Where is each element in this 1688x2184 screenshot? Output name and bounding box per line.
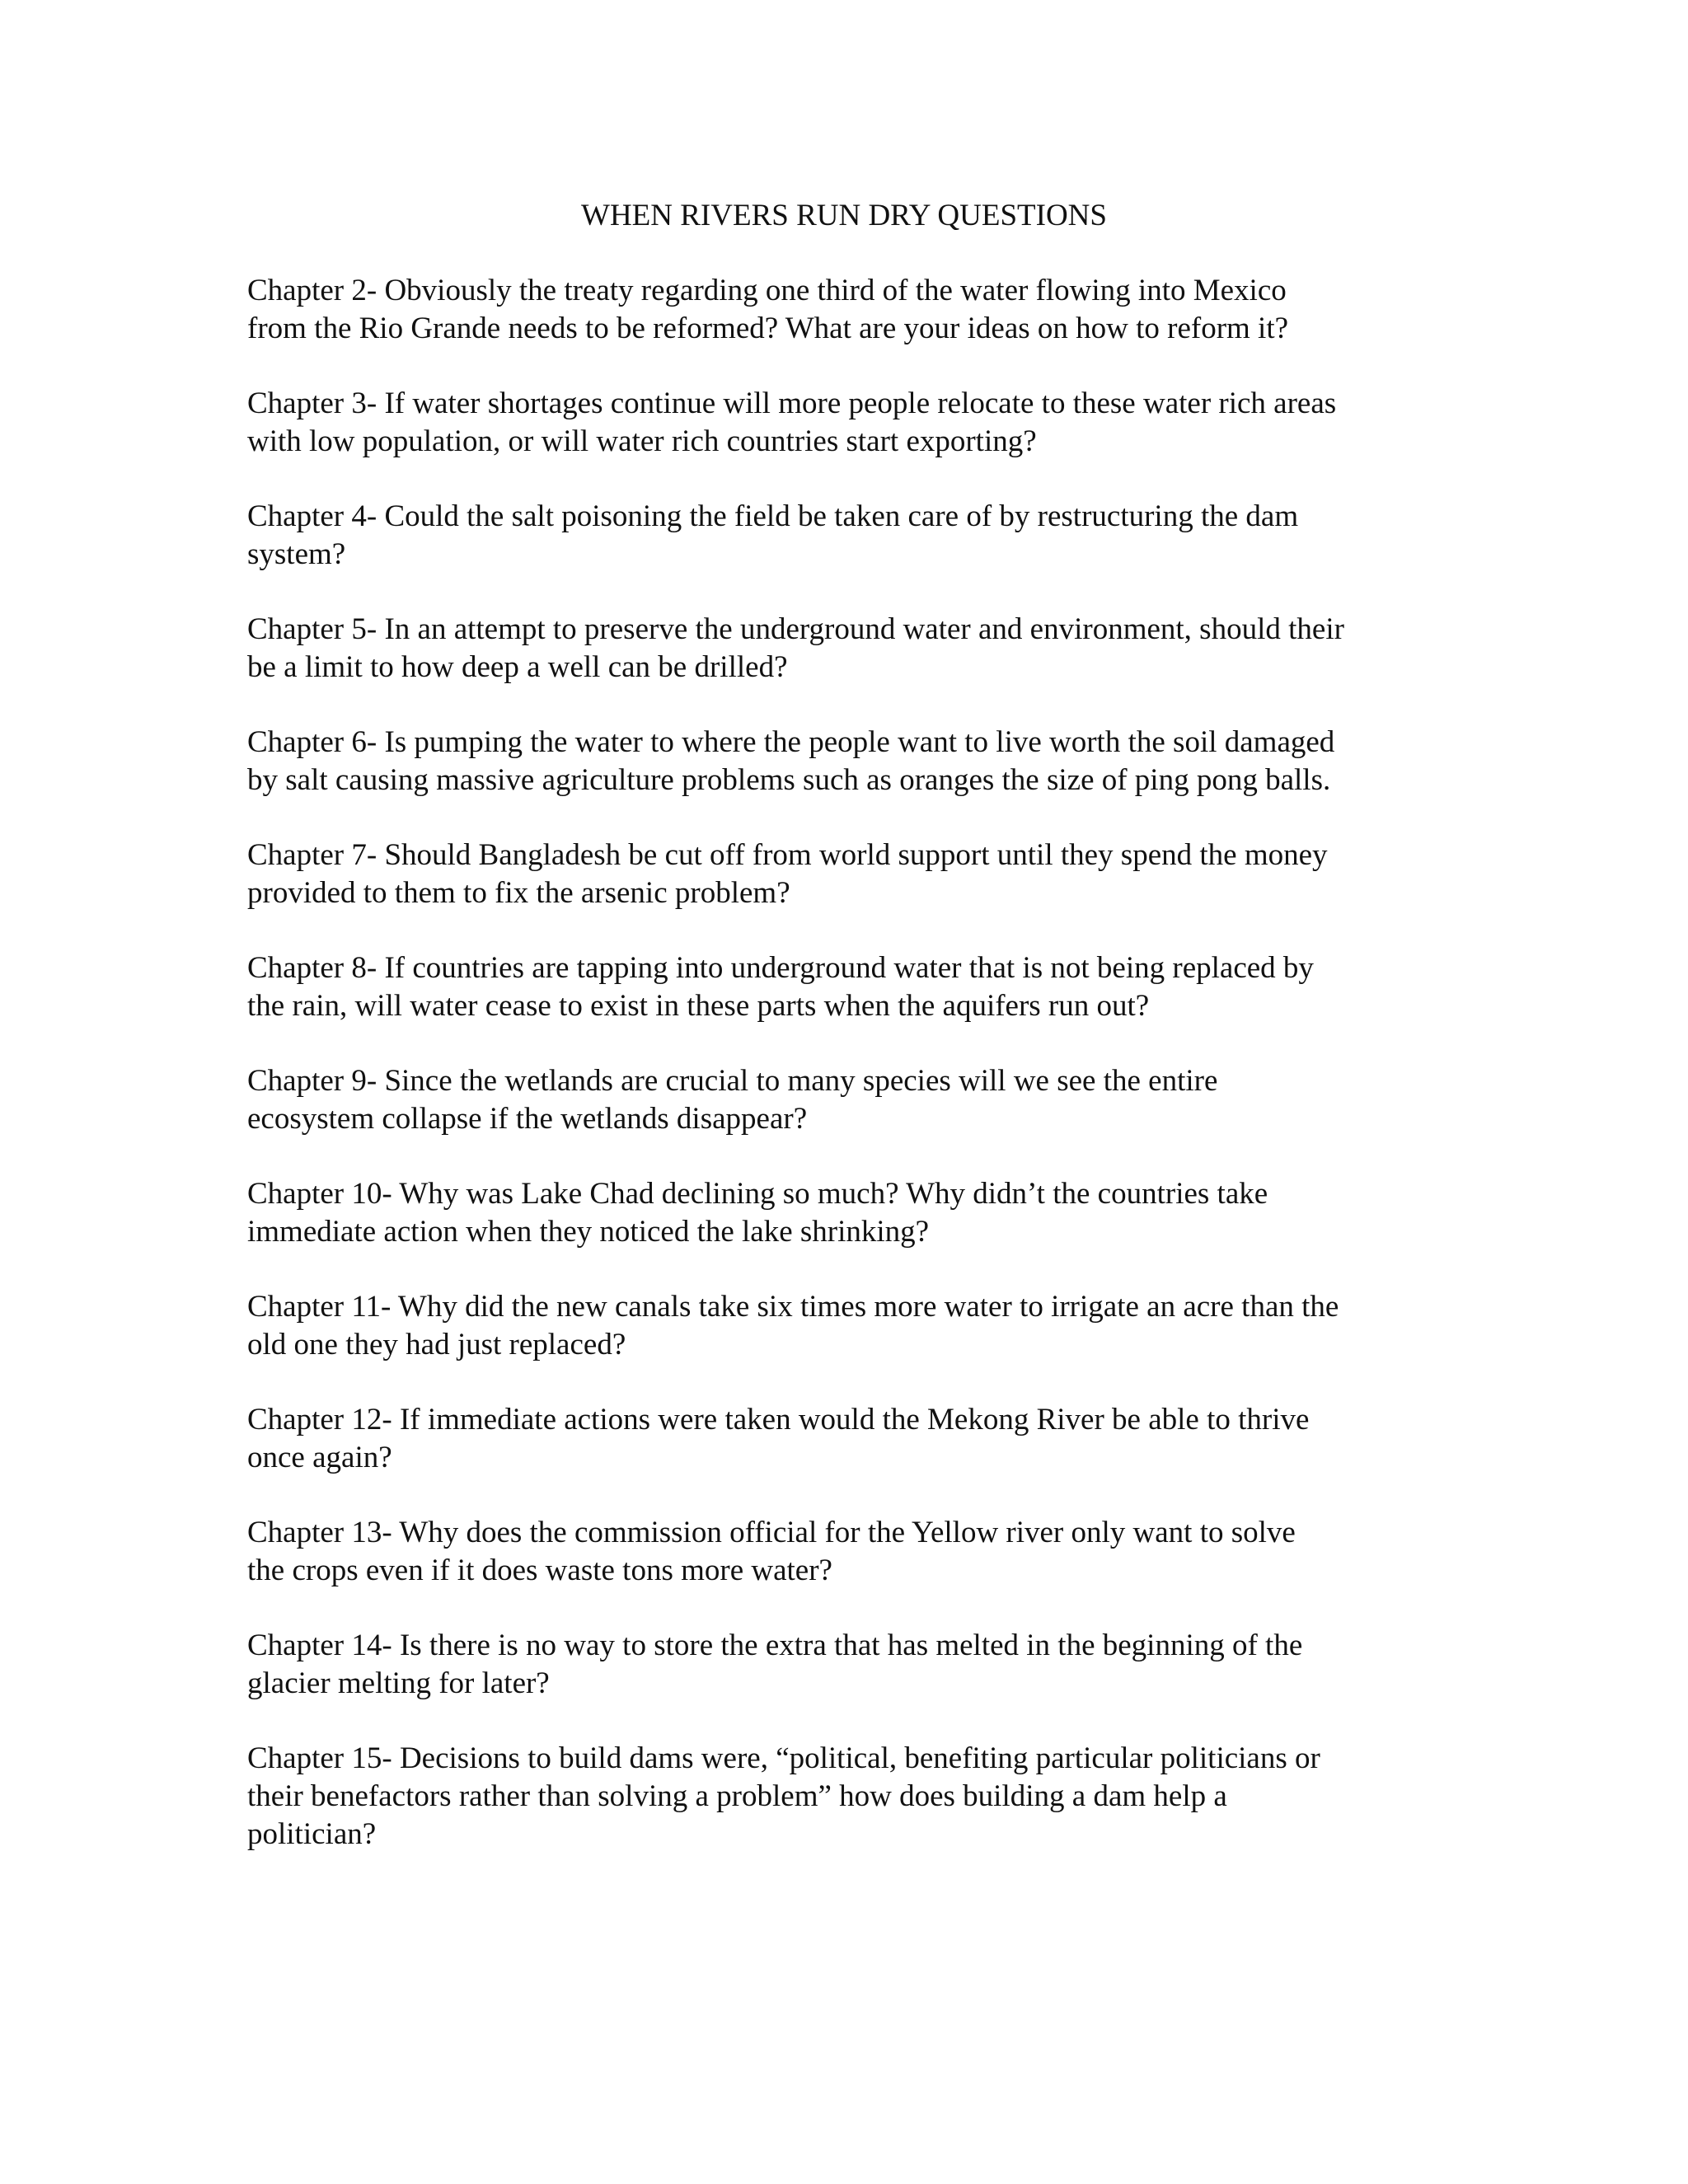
question-item: Chapter 14- Is there is no way to store the extra that has melted in the beginning of the glacier melting for later? [247,1629,1303,1700]
question-item: Chapter 11- Why did the new canals take six times more water to irrigate an acre than the old one they had just replaced? [247,1290,1339,1361]
question-item: Chapter 3- If water shortages continue will more people relocate to these water rich areas with low population, or will water rich countries start exporting? [247,387,1337,458]
question-item: Chapter 7- Should Bangladesh be cut off from world support until they spend the money provided to them to fix the arsenic problem? [247,838,1328,910]
question-item: Chapter 15- Decisions to build dams were, “political, benefiting particular politicians or their benefactors rather than solving a problem” how does building a dam help a politician? [247,1741,1320,1851]
question-item: Chapter 12- If immediate actions were taken would the Mekong River be able to thrive once again? [247,1403,1310,1474]
document-title: WHEN RIVERS RUN DRY QUESTIONS [581,199,1107,232]
question-item: Chapter 9- Since the wetlands are crucial to many species will we see the entire ecosystem collapse if the wetlands disappear? [247,1064,1218,1136]
question-item: Chapter 2- Obviously the treaty regarding one third of the water flowing into Mexico from the Rio Grande needs to be reformed? What are your ideas on how to reform it? [247,274,1289,345]
question-item: Chapter 13- Why does the commission official for the Yellow river only want to solve the crops even if it does waste tons more water? [247,1516,1296,1587]
question-item: Chapter 8- If countries are tapping into underground water that is not being replaced by the rain, will water cease to exist in these parts when the aquifers run out? [247,951,1314,1023]
question-item: Chapter 5- In an attempt to preserve the underground water and environment, should their be a limit to how deep a well can be drilled? [247,612,1344,684]
question-list [247,272,1451,1891]
question-item: Chapter 10- Why was Lake Chad declining so much? Why didn’t the countries take immediate action when they noticed the lake shrinking? [247,1177,1268,1249]
question-item: Chapter 4- Could the salt poisoning the field be taken care of by restructuring the dam system? [247,499,1299,571]
question-item: Chapter 6- Is pumping the water to where the people want to live worth the soil damaged by salt causing massive agriculture problems such as oranges the size of ping pong balls. [247,725,1335,797]
